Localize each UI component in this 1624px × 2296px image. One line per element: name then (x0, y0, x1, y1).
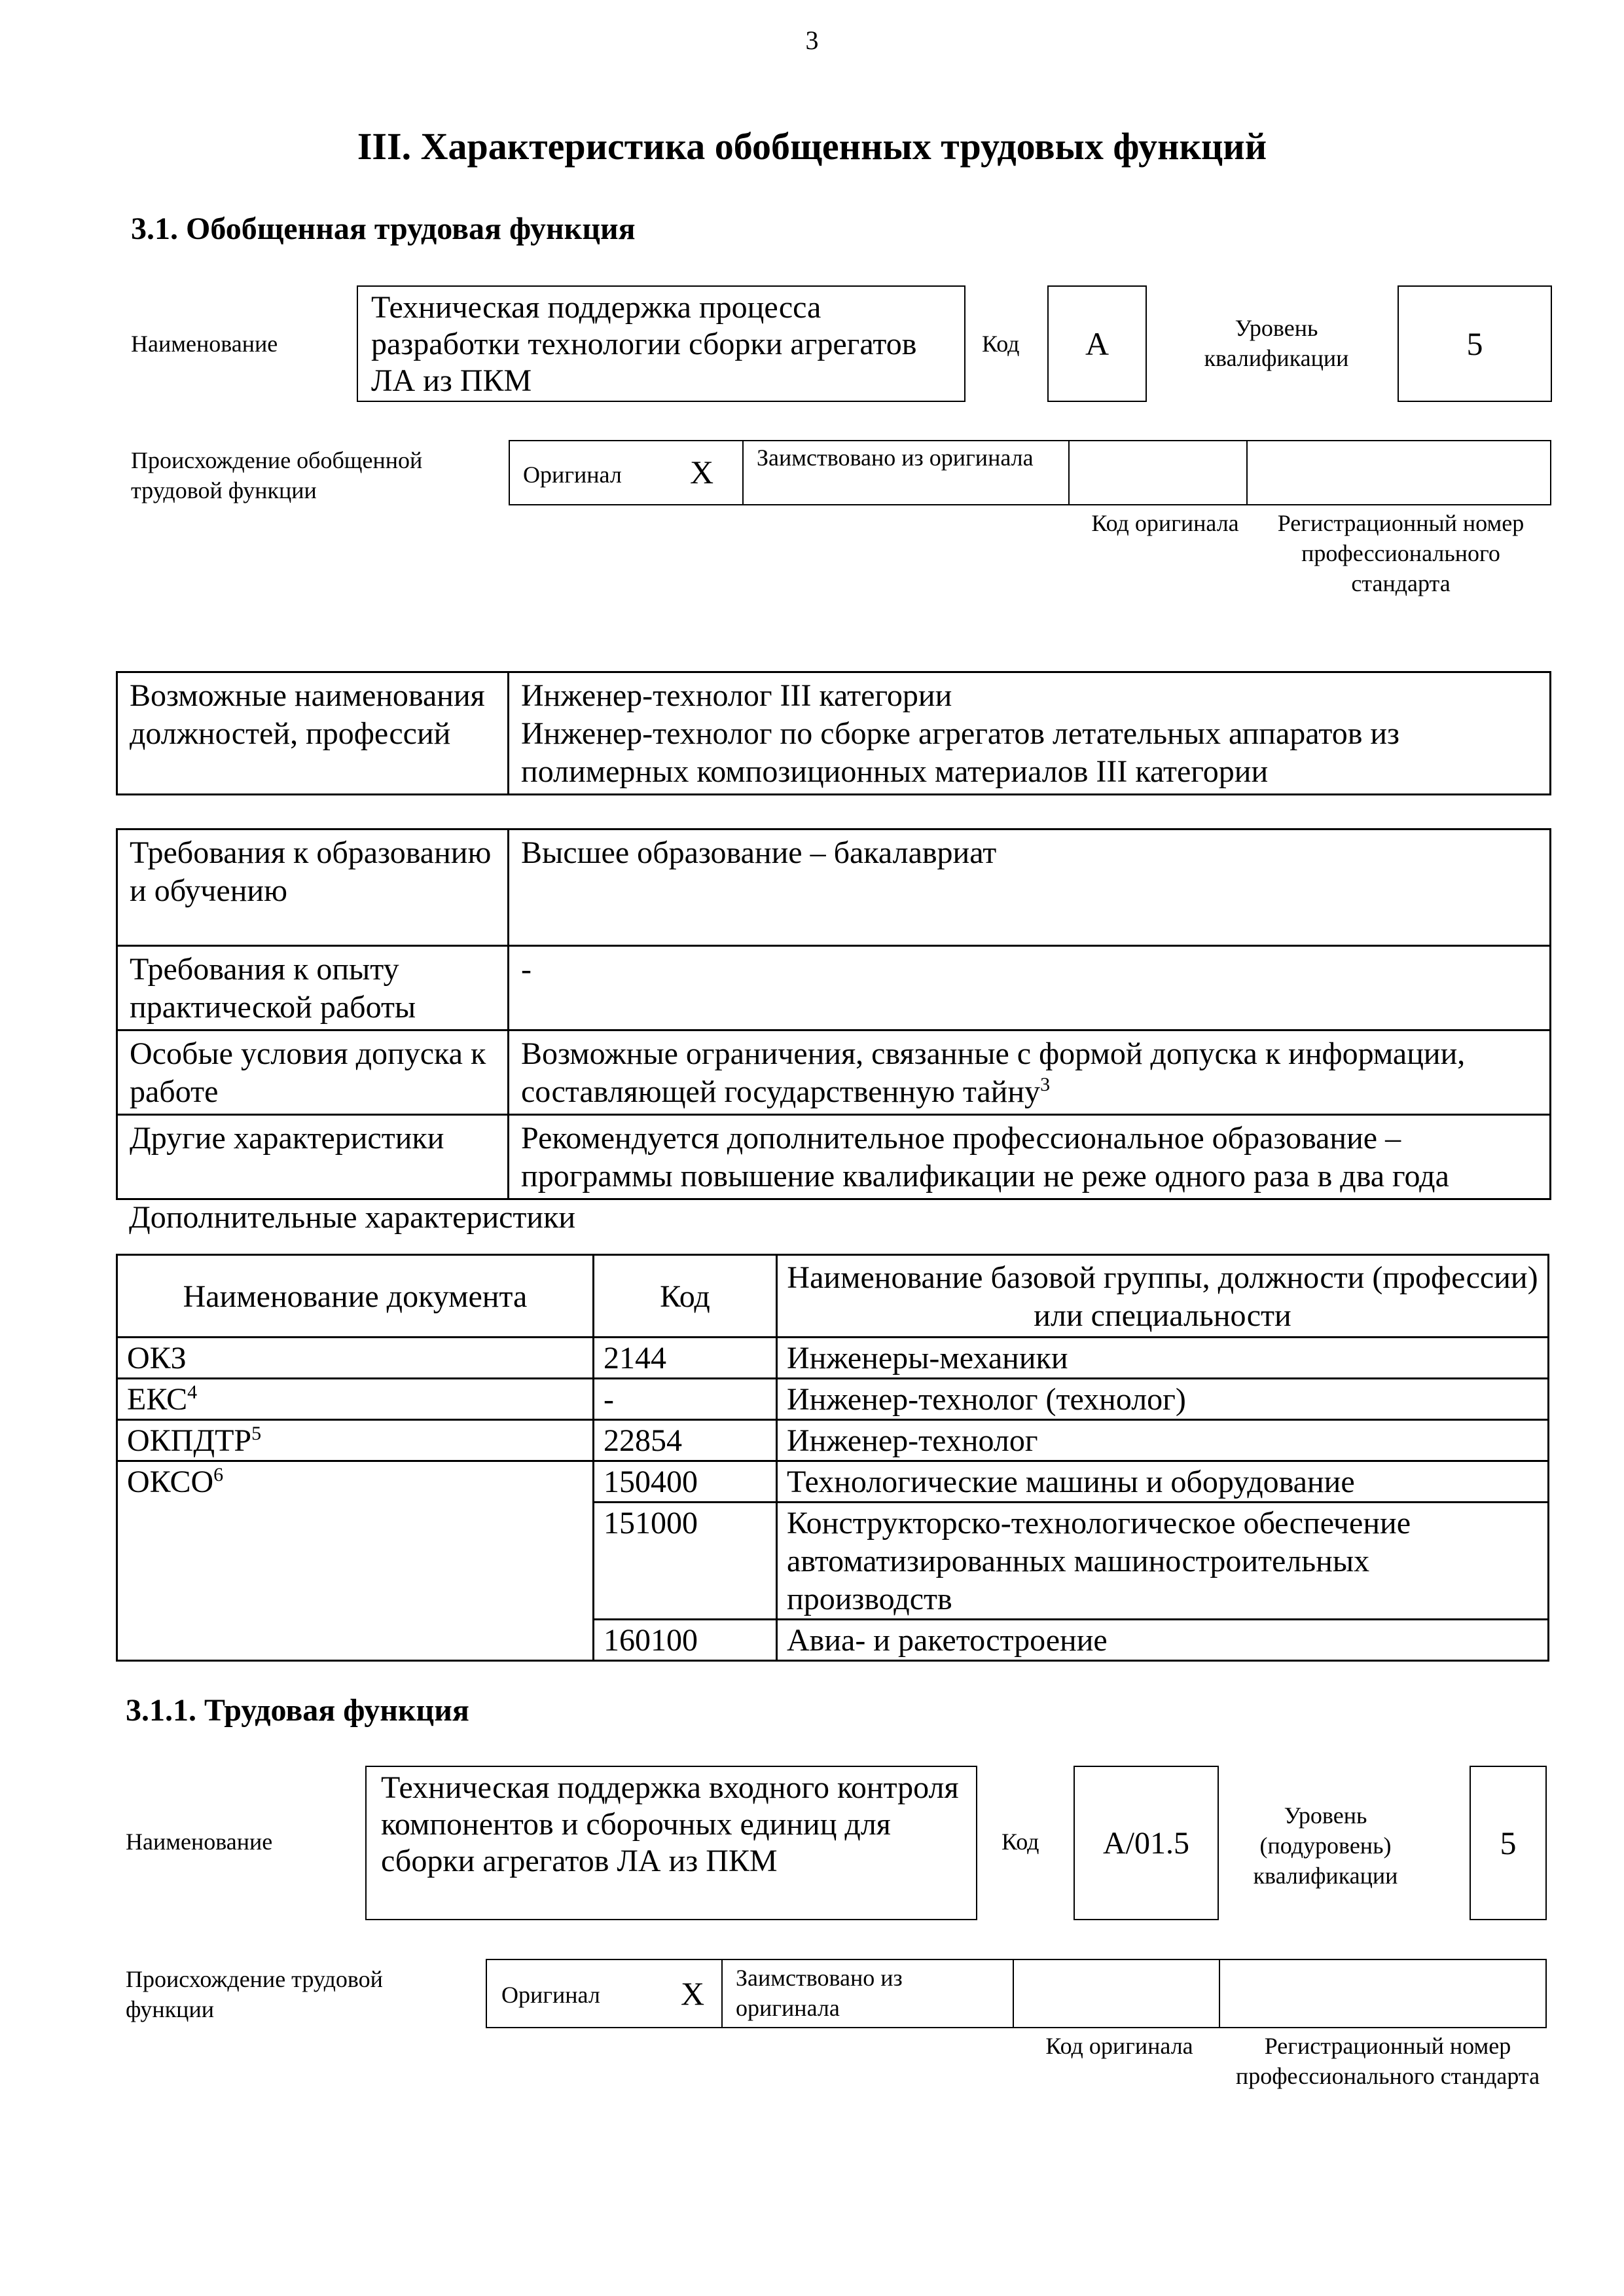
gtf-origin-box (509, 440, 1551, 505)
doc-name: ОКЗ (127, 1341, 187, 1376)
tf-name-label: Наименование (126, 1829, 273, 1855)
name-cell: Инженер-технолог (777, 1420, 1549, 1461)
table-row (117, 1338, 1549, 1379)
gtf-original-mark: X (690, 454, 714, 490)
gtf-origin-label: Происхождение обобщенной трудовой функции (131, 447, 423, 503)
col-header-code: Код (594, 1255, 777, 1338)
name-cell: Технологические машины и оборудование (777, 1461, 1549, 1503)
doc-cell (117, 1461, 594, 1661)
gtf-code-value: А (1085, 325, 1110, 362)
gtf-code-label: Код (982, 331, 1020, 357)
tf-heading: 3.1.1. Трудовая функция (126, 1693, 469, 1728)
table-row (117, 1420, 1549, 1461)
table-row (117, 829, 1551, 946)
tf-level-label: Уровень (подуровень) квалификации (1253, 1802, 1398, 1889)
col-header-document: Наименование документа (117, 1255, 594, 1338)
position-item: Инженер-технолог по сборке агрегатов летательных аппаратов из полимерных композиционных материалов III категории (521, 716, 1400, 789)
positions-label: Возможные наименования должностей, профессий (117, 672, 509, 795)
gtf-borrowed-label: Заимствовано из оригинала (757, 445, 1034, 471)
req-admission-cell (509, 1030, 1551, 1115)
req-admission-label: Особые условия допуска к работе (117, 1030, 509, 1115)
tf-code-box (1074, 1766, 1219, 1920)
req-education-value: Высшее образование – бакалавриат (509, 829, 1551, 946)
tf-original-mark: X (681, 1975, 705, 2012)
tf-name-value: Техническая поддержка входного контроля компонентов и сборочных единиц для сборки агрегатов ЛА из ПКМ (381, 1770, 959, 1878)
footnote-ref: 4 (187, 1381, 198, 1403)
gtf-name-box (357, 285, 965, 402)
tf-name-box (365, 1766, 977, 1920)
requirements-table (116, 828, 1551, 1200)
position-item: Инженер-технолог III категории (521, 678, 952, 713)
table-row (117, 946, 1551, 1030)
req-admission-value: Возможные ограничения, связанные с формой допуска к информации, составляющей государственную тайну (521, 1036, 1466, 1109)
name-cell: Инженеры-механики (777, 1338, 1549, 1379)
name-cell: Конструкторско-технологическое обеспечение автоматизированных машиностроительных производств (777, 1503, 1549, 1620)
divider (742, 441, 744, 504)
req-other-label: Другие характеристики (117, 1115, 509, 1199)
doc-cell (117, 1379, 594, 1420)
gtf-name-value: Техническая поддержка процесса разработки технологии сборки агрегатов ЛА из ПКМ (371, 290, 917, 398)
table-row (117, 1115, 1551, 1199)
footnote-ref: 3 (1040, 1074, 1051, 1095)
table-row (117, 1461, 1549, 1503)
name-cell: Авиа- и ракетостроение (777, 1620, 1549, 1661)
extra-title: Дополнительные характеристики (129, 1200, 576, 1235)
extra-table (116, 1254, 1549, 1662)
table-header-row (117, 1255, 1549, 1338)
gtf-level-label: Уровень квалификации (1204, 315, 1349, 371)
tf-origin-box (486, 1959, 1547, 2028)
divider (721, 1960, 723, 2027)
divider (1013, 1960, 1014, 2027)
code-cell: 2144 (594, 1338, 777, 1379)
table-row (117, 672, 1551, 795)
col-header-name: Наименование базовой группы, должности (профессии) или специальности (777, 1255, 1549, 1338)
footnote-ref: 6 (213, 1464, 224, 1485)
divider (1219, 1960, 1220, 2027)
doc-cell (117, 1338, 594, 1379)
code-cell: 151000 (594, 1503, 777, 1620)
page-number: 3 (805, 26, 819, 55)
req-experience-value: - (509, 946, 1551, 1030)
gtf-original-label: Оригинал (523, 462, 622, 488)
gtf-level-box (1398, 285, 1552, 402)
footnote-ref: 5 (251, 1423, 262, 1444)
doc-cell (117, 1420, 594, 1461)
doc-name: ОКСО (127, 1465, 214, 1499)
tf-borrowed-label: Заимствовано из оригинала (736, 1965, 903, 2021)
divider (1246, 441, 1248, 504)
tf-level-value: 5 (1500, 1825, 1517, 1861)
req-other-value: Рекомендуется дополнительное профессиональное образование – программы повышение квалификации не реже одного раза в два года (509, 1115, 1551, 1199)
code-cell: - (594, 1379, 777, 1420)
gtf-name-label: Наименование (131, 331, 278, 357)
req-experience-label: Требования к опыту практической работы (117, 946, 509, 1030)
table-row (117, 1030, 1551, 1115)
doc-name: ЕКС (127, 1382, 188, 1417)
gtf-level-value: 5 (1466, 325, 1483, 362)
tf-code-label: Код (1001, 1829, 1039, 1855)
req-education-label: Требования к образованию и обучению (117, 829, 509, 946)
tf-level-box (1470, 1766, 1547, 1920)
page-title: III. Характеристика обобщенных трудовых функций (357, 125, 1267, 168)
divider (1068, 441, 1070, 504)
gtf-code-box (1047, 285, 1147, 402)
doc-name: ОКПДТР (127, 1423, 252, 1458)
code-cell: 22854 (594, 1420, 777, 1461)
tf-reg-num-caption: Регистрационный номер профессионального стандарта (1235, 2033, 1540, 2089)
code-cell: 150400 (594, 1461, 777, 1503)
tf-orig-code-caption: Код оригинала (1045, 2033, 1193, 2059)
tf-origin-label: Происхождение трудовой функции (126, 1966, 383, 2022)
tf-code-value: А/01.5 (1103, 1825, 1189, 1861)
gtf-reg-num-caption: Регистрационный номер профессионального стандарта (1277, 510, 1525, 596)
gtf-heading: 3.1. Обобщенная трудовая функция (131, 211, 636, 246)
positions-values (509, 672, 1551, 795)
name-cell: Инженер-технолог (технолог) (777, 1379, 1549, 1420)
gtf-orig-code-caption: Код оригинала (1091, 510, 1239, 536)
tf-original-label: Оригинал (501, 1982, 600, 2008)
table-row (117, 1379, 1549, 1420)
positions-table (116, 671, 1551, 795)
code-cell: 160100 (594, 1620, 777, 1661)
